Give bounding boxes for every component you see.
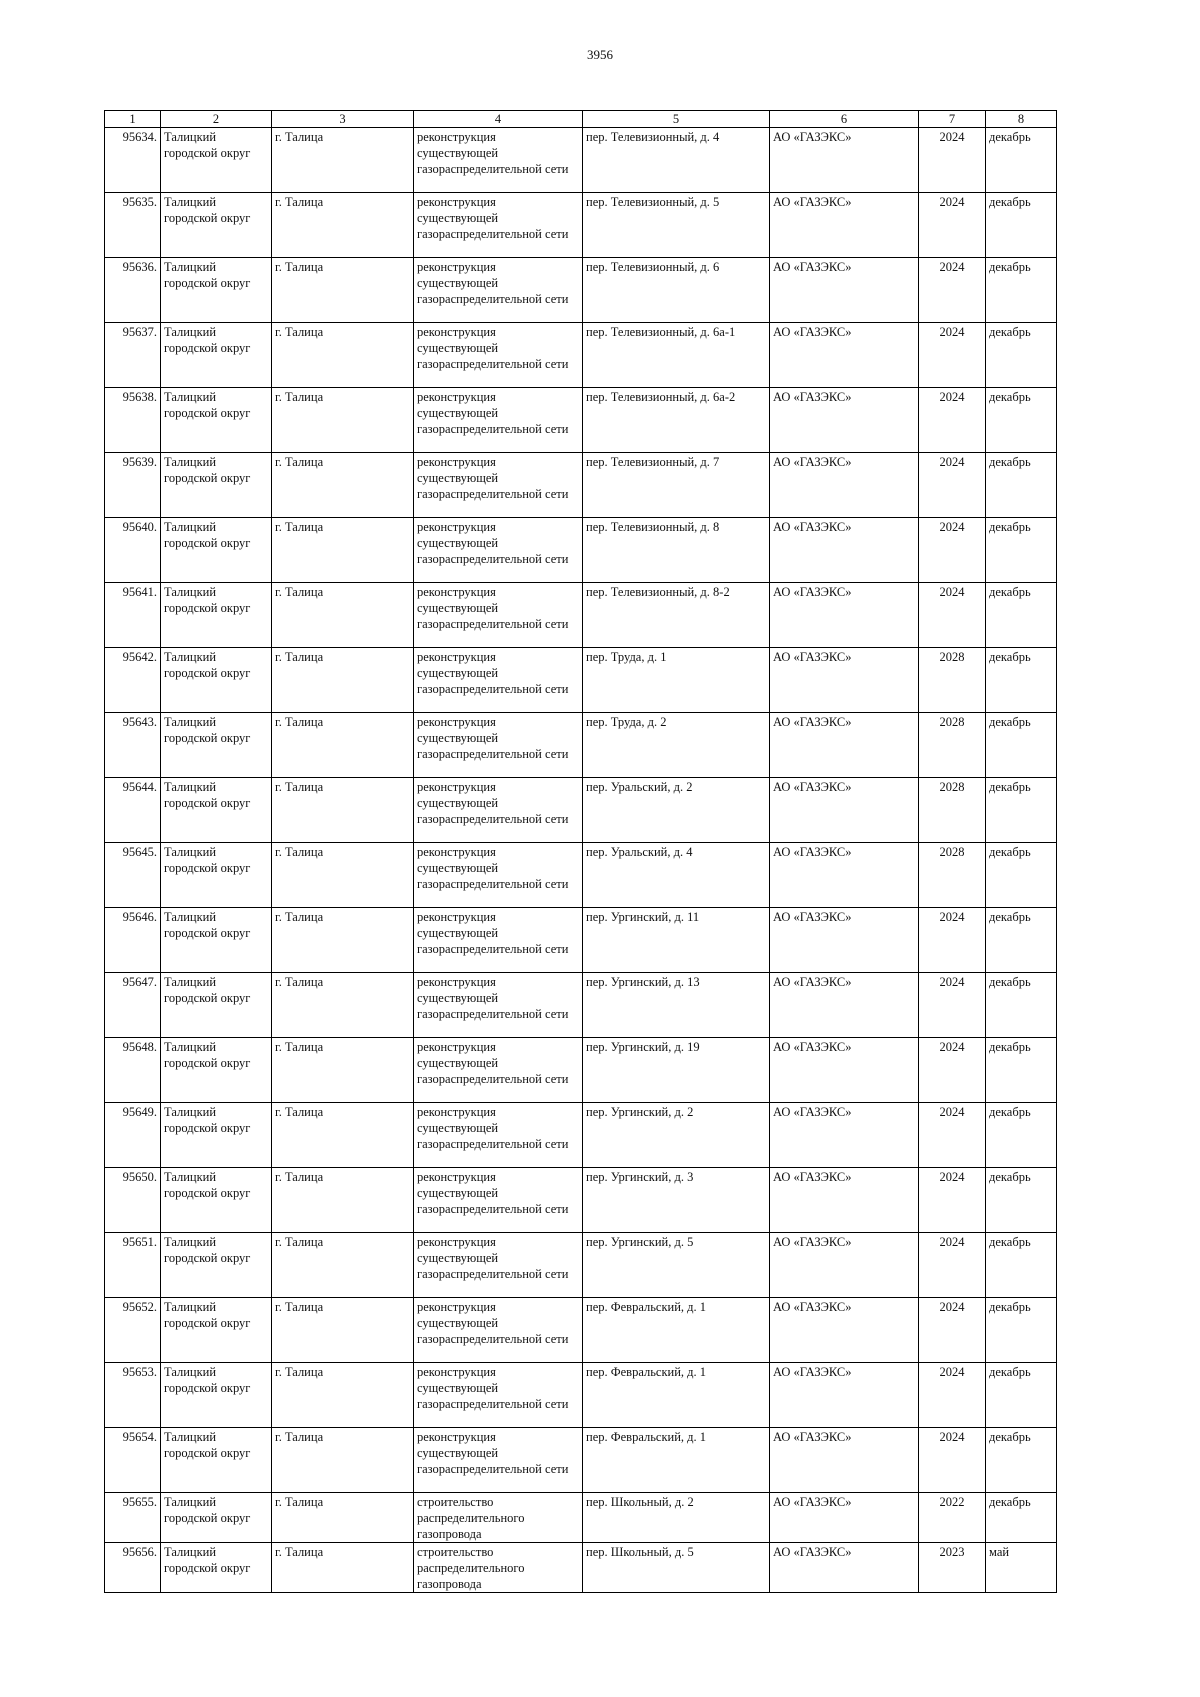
- organization-cell: АО «ГАЗЭКС»: [770, 908, 919, 973]
- year-cell: 2024: [919, 973, 986, 1038]
- row-number-cell: 95648.: [105, 1038, 161, 1103]
- organization-cell: АО «ГАЗЭКС»: [770, 1543, 919, 1593]
- locality-cell: г. Талица: [272, 1233, 414, 1298]
- work-type-cell: реконструкция существующей газораспределительной сети: [414, 1038, 583, 1103]
- month-cell: декабрь: [986, 648, 1057, 713]
- locality-cell: г. Талица: [272, 648, 414, 713]
- month-cell: декабрь: [986, 1103, 1057, 1168]
- table-row: [105, 713, 1057, 778]
- year-cell: 2024: [919, 1298, 986, 1363]
- year-cell: 2028: [919, 713, 986, 778]
- work-type-cell: реконструкция существующей газораспределительной сети: [414, 1298, 583, 1363]
- district-cell: Талицкий городской округ: [161, 1493, 272, 1543]
- address-cell: пер. Ургинский, д. 11: [583, 908, 770, 973]
- locality-cell: г. Талица: [272, 518, 414, 583]
- address-cell: пер. Телевизионный, д. 5: [583, 193, 770, 258]
- district-cell: Талицкий городской округ: [161, 1103, 272, 1168]
- month-cell: декабрь: [986, 1493, 1057, 1543]
- month-cell: декабрь: [986, 583, 1057, 648]
- year-cell: 2024: [919, 453, 986, 518]
- year-cell: 2024: [919, 908, 986, 973]
- row-number-cell: 95644.: [105, 778, 161, 843]
- organization-cell: АО «ГАЗЭКС»: [770, 973, 919, 1038]
- column-header: 6: [770, 111, 919, 128]
- row-number-cell: 95636.: [105, 258, 161, 323]
- organization-cell: АО «ГАЗЭКС»: [770, 1038, 919, 1103]
- address-cell: пер. Февральский, д. 1: [583, 1363, 770, 1428]
- district-cell: Талицкий городской округ: [161, 258, 272, 323]
- district-cell: Талицкий городской округ: [161, 1038, 272, 1103]
- row-number-cell: 95651.: [105, 1233, 161, 1298]
- organization-cell: АО «ГАЗЭКС»: [770, 258, 919, 323]
- district-cell: Талицкий городской округ: [161, 388, 272, 453]
- district-cell: Талицкий городской округ: [161, 128, 272, 193]
- address-cell: пер. Ургинский, д. 3: [583, 1168, 770, 1233]
- month-cell: декабрь: [986, 778, 1057, 843]
- locality-cell: г. Талица: [272, 973, 414, 1038]
- row-number-cell: 95639.: [105, 453, 161, 518]
- table-row: [105, 778, 1057, 843]
- address-cell: пер. Телевизионный, д. 4: [583, 128, 770, 193]
- year-cell: 2024: [919, 1363, 986, 1428]
- year-cell: 2022: [919, 1493, 986, 1543]
- year-cell: 2024: [919, 1428, 986, 1493]
- locality-cell: г. Талица: [272, 323, 414, 388]
- row-number-cell: 95653.: [105, 1363, 161, 1428]
- district-cell: Талицкий городской округ: [161, 518, 272, 583]
- year-cell: 2028: [919, 648, 986, 713]
- locality-cell: г. Талица: [272, 1038, 414, 1103]
- row-number-cell: 95635.: [105, 193, 161, 258]
- page-number: 3956: [587, 47, 613, 62]
- year-cell: 2024: [919, 388, 986, 453]
- month-cell: декабрь: [986, 518, 1057, 583]
- organization-cell: АО «ГАЗЭКС»: [770, 193, 919, 258]
- work-type-cell: реконструкция существующей газораспределительной сети: [414, 323, 583, 388]
- row-number-cell: 95642.: [105, 648, 161, 713]
- column-header: 8: [986, 111, 1057, 128]
- table-header-row: [105, 111, 1057, 128]
- table-row: [105, 1543, 1057, 1593]
- work-type-cell: реконструкция существующей газораспределительной сети: [414, 648, 583, 713]
- year-cell: 2024: [919, 518, 986, 583]
- table-row: [105, 1038, 1057, 1103]
- registry-table: [104, 110, 1057, 1593]
- organization-cell: АО «ГАЗЭКС»: [770, 1233, 919, 1298]
- work-type-cell: реконструкция существующей газораспределительной сети: [414, 713, 583, 778]
- address-cell: пер. Телевизионный, д. 8: [583, 518, 770, 583]
- address-cell: пер. Телевизионный, д. 6: [583, 258, 770, 323]
- row-number-cell: 95641.: [105, 583, 161, 648]
- district-cell: Талицкий городской округ: [161, 778, 272, 843]
- district-cell: Талицкий городской округ: [161, 1363, 272, 1428]
- table-row: [105, 128, 1057, 193]
- table-row: [105, 1428, 1057, 1493]
- address-cell: пер. Телевизионный, д. 7: [583, 453, 770, 518]
- locality-cell: г. Талица: [272, 1168, 414, 1233]
- address-cell: пер. Ургинский, д. 19: [583, 1038, 770, 1103]
- year-cell: 2023: [919, 1543, 986, 1593]
- organization-cell: АО «ГАЗЭКС»: [770, 778, 919, 843]
- locality-cell: г. Талица: [272, 843, 414, 908]
- locality-cell: г. Талица: [272, 1363, 414, 1428]
- row-number-cell: 95649.: [105, 1103, 161, 1168]
- row-number-cell: 95647.: [105, 973, 161, 1038]
- year-cell: 2024: [919, 1168, 986, 1233]
- row-number-cell: 95634.: [105, 128, 161, 193]
- organization-cell: АО «ГАЗЭКС»: [770, 1298, 919, 1363]
- work-type-cell: реконструкция существующей газораспределительной сети: [414, 1363, 583, 1428]
- year-cell: 2024: [919, 128, 986, 193]
- organization-cell: АО «ГАЗЭКС»: [770, 388, 919, 453]
- work-type-cell: реконструкция существующей газораспределительной сети: [414, 128, 583, 193]
- address-cell: пер. Уральский, д. 4: [583, 843, 770, 908]
- column-header: 2: [161, 111, 272, 128]
- address-cell: пер. Школьный, д. 5: [583, 1543, 770, 1593]
- month-cell: декабрь: [986, 713, 1057, 778]
- district-cell: Талицкий городской округ: [161, 648, 272, 713]
- district-cell: Талицкий городской округ: [161, 583, 272, 648]
- work-type-cell: реконструкция существующей газораспределительной сети: [414, 1103, 583, 1168]
- work-type-cell: реконструкция существующей газораспределительной сети: [414, 583, 583, 648]
- locality-cell: г. Талица: [272, 1103, 414, 1168]
- organization-cell: АО «ГАЗЭКС»: [770, 713, 919, 778]
- address-cell: пер. Телевизионный, д. 6а-1: [583, 323, 770, 388]
- work-type-cell: реконструкция существующей газораспределительной сети: [414, 518, 583, 583]
- organization-cell: АО «ГАЗЭКС»: [770, 323, 919, 388]
- row-number-cell: 95650.: [105, 1168, 161, 1233]
- organization-cell: АО «ГАЗЭКС»: [770, 843, 919, 908]
- district-cell: Талицкий городской округ: [161, 1298, 272, 1363]
- address-cell: пер. Школьный, д. 2: [583, 1493, 770, 1543]
- column-header: 5: [583, 111, 770, 128]
- month-cell: декабрь: [986, 128, 1057, 193]
- district-cell: Талицкий городской округ: [161, 453, 272, 518]
- organization-cell: АО «ГАЗЭКС»: [770, 1103, 919, 1168]
- locality-cell: г. Талица: [272, 583, 414, 648]
- locality-cell: г. Талица: [272, 258, 414, 323]
- work-type-cell: реконструкция существующей газораспределительной сети: [414, 778, 583, 843]
- year-cell: 2024: [919, 1038, 986, 1103]
- row-number-cell: 95640.: [105, 518, 161, 583]
- month-cell: декабрь: [986, 1038, 1057, 1103]
- district-cell: Талицкий городской округ: [161, 1168, 272, 1233]
- year-cell: 2024: [919, 193, 986, 258]
- address-cell: пер. Февральский, д. 1: [583, 1298, 770, 1363]
- district-cell: Талицкий городской округ: [161, 193, 272, 258]
- table-row: [105, 583, 1057, 648]
- table-row: [105, 908, 1057, 973]
- district-cell: Талицкий городской округ: [161, 973, 272, 1038]
- locality-cell: г. Талица: [272, 908, 414, 973]
- work-type-cell: реконструкция существующей газораспределительной сети: [414, 453, 583, 518]
- district-cell: Талицкий городской округ: [161, 908, 272, 973]
- month-cell: декабрь: [986, 1363, 1057, 1428]
- month-cell: декабрь: [986, 1233, 1057, 1298]
- address-cell: пер. Труда, д. 1: [583, 648, 770, 713]
- address-cell: пер. Труда, д. 2: [583, 713, 770, 778]
- month-cell: декабрь: [986, 843, 1057, 908]
- year-cell: 2024: [919, 583, 986, 648]
- row-number-cell: 95654.: [105, 1428, 161, 1493]
- table-row: [105, 323, 1057, 388]
- organization-cell: АО «ГАЗЭКС»: [770, 1363, 919, 1428]
- district-cell: Талицкий городской округ: [161, 323, 272, 388]
- organization-cell: АО «ГАЗЭКС»: [770, 1168, 919, 1233]
- month-cell: декабрь: [986, 1298, 1057, 1363]
- table-row: [105, 453, 1057, 518]
- work-type-cell: реконструкция существующей газораспределительной сети: [414, 1168, 583, 1233]
- column-header: 1: [105, 111, 161, 128]
- district-cell: Талицкий городской округ: [161, 1233, 272, 1298]
- work-type-cell: реконструкция существующей газораспределительной сети: [414, 193, 583, 258]
- month-cell: декабрь: [986, 973, 1057, 1038]
- organization-cell: АО «ГАЗЭКС»: [770, 1428, 919, 1493]
- month-cell: декабрь: [986, 193, 1057, 258]
- work-type-cell: реконструкция существующей газораспределительной сети: [414, 1428, 583, 1493]
- work-type-cell: реконструкция существующей газораспределительной сети: [414, 843, 583, 908]
- row-number-cell: 95645.: [105, 843, 161, 908]
- table-row: [105, 1493, 1057, 1543]
- locality-cell: г. Талица: [272, 453, 414, 518]
- month-cell: май: [986, 1543, 1057, 1593]
- locality-cell: г. Талица: [272, 1298, 414, 1363]
- locality-cell: г. Талица: [272, 388, 414, 453]
- column-header: 4: [414, 111, 583, 128]
- organization-cell: АО «ГАЗЭКС»: [770, 583, 919, 648]
- locality-cell: г. Талица: [272, 128, 414, 193]
- work-type-cell: реконструкция существующей газораспределительной сети: [414, 973, 583, 1038]
- district-cell: Талицкий городской округ: [161, 713, 272, 778]
- row-number-cell: 95656.: [105, 1543, 161, 1593]
- work-type-cell: реконструкция существующей газораспределительной сети: [414, 258, 583, 323]
- month-cell: декабрь: [986, 453, 1057, 518]
- organization-cell: АО «ГАЗЭКС»: [770, 648, 919, 713]
- table-body: [105, 128, 1057, 1593]
- row-number-cell: 95652.: [105, 1298, 161, 1363]
- table-row: [105, 1298, 1057, 1363]
- month-cell: декабрь: [986, 1168, 1057, 1233]
- address-cell: пер. Ургинский, д. 2: [583, 1103, 770, 1168]
- locality-cell: г. Талица: [272, 193, 414, 258]
- year-cell: 2028: [919, 778, 986, 843]
- work-type-cell: реконструкция существующей газораспределительной сети: [414, 908, 583, 973]
- address-cell: пер. Телевизионный, д. 6а-2: [583, 388, 770, 453]
- organization-cell: АО «ГАЗЭКС»: [770, 128, 919, 193]
- year-cell: 2028: [919, 843, 986, 908]
- work-type-cell: строительство распределительного газопровода: [414, 1543, 583, 1593]
- table-row: [105, 1363, 1057, 1428]
- district-cell: Талицкий городской округ: [161, 843, 272, 908]
- year-cell: 2024: [919, 1233, 986, 1298]
- table-row: [105, 843, 1057, 908]
- table-row: [105, 973, 1057, 1038]
- month-cell: декабрь: [986, 908, 1057, 973]
- table-row: [105, 518, 1057, 583]
- address-cell: пер. Уральский, д. 2: [583, 778, 770, 843]
- month-cell: декабрь: [986, 1428, 1057, 1493]
- table-row: [105, 193, 1057, 258]
- locality-cell: г. Талица: [272, 1493, 414, 1543]
- locality-cell: г. Талица: [272, 778, 414, 843]
- year-cell: 2024: [919, 1103, 986, 1168]
- table-row: [105, 1233, 1057, 1298]
- work-type-cell: строительство распределительного газопровода: [414, 1493, 583, 1543]
- table-row: [105, 1168, 1057, 1233]
- row-number-cell: 95637.: [105, 323, 161, 388]
- month-cell: декабрь: [986, 323, 1057, 388]
- column-header: 3: [272, 111, 414, 128]
- row-number-cell: 95638.: [105, 388, 161, 453]
- locality-cell: г. Талица: [272, 713, 414, 778]
- organization-cell: АО «ГАЗЭКС»: [770, 1493, 919, 1543]
- month-cell: декабрь: [986, 388, 1057, 453]
- row-number-cell: 95655.: [105, 1493, 161, 1543]
- year-cell: 2024: [919, 323, 986, 388]
- district-cell: Талицкий городской округ: [161, 1543, 272, 1593]
- month-cell: декабрь: [986, 258, 1057, 323]
- table-row: [105, 258, 1057, 323]
- address-cell: пер. Телевизионный, д. 8-2: [583, 583, 770, 648]
- table-row: [105, 1103, 1057, 1168]
- table-row: [105, 648, 1057, 713]
- address-cell: пер. Ургинский, д. 5: [583, 1233, 770, 1298]
- address-cell: пер. Февральский, д. 1: [583, 1428, 770, 1493]
- row-number-cell: 95646.: [105, 908, 161, 973]
- row-number-cell: 95643.: [105, 713, 161, 778]
- organization-cell: АО «ГАЗЭКС»: [770, 453, 919, 518]
- locality-cell: г. Талица: [272, 1428, 414, 1493]
- column-header: 7: [919, 111, 986, 128]
- year-cell: 2024: [919, 258, 986, 323]
- work-type-cell: реконструкция существующей газораспределительной сети: [414, 1233, 583, 1298]
- table-row: [105, 388, 1057, 453]
- address-cell: пер. Ургинский, д. 13: [583, 973, 770, 1038]
- locality-cell: г. Талица: [272, 1543, 414, 1593]
- district-cell: Талицкий городской округ: [161, 1428, 272, 1493]
- organization-cell: АО «ГАЗЭКС»: [770, 518, 919, 583]
- work-type-cell: реконструкция существующей газораспределительной сети: [414, 388, 583, 453]
